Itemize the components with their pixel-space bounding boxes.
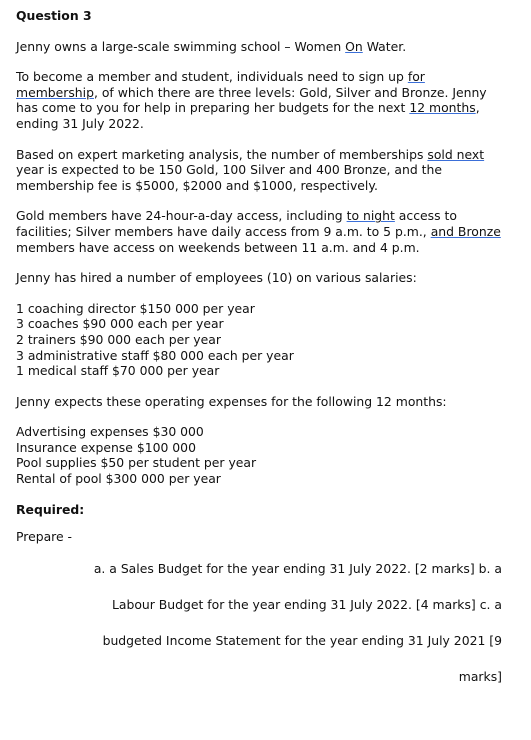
- requirement-line: a. a Sales Budget for the year ending 31 July 2022. [2 marks] b. a: [93, 560, 502, 576]
- employees-list: [16, 301, 502, 379]
- employee-item: 3 coaches $90 000 each per year: [16, 316, 224, 332]
- question-document: [16, 8, 502, 701]
- requirement-line: marks]: [458, 668, 502, 684]
- requirement-line: Labour Budget for the year ending 31 July 2022. [4 marks] c. a: [111, 596, 502, 612]
- question-title: Question 3: [16, 8, 92, 23]
- required-heading: Required:: [16, 501, 85, 517]
- employee-item: 3 administrative staff $80 000 each per year: [16, 347, 294, 363]
- requirement-line: budgeted Income Statement for the year ending 31 July 2021 [9: [102, 632, 502, 648]
- employee-item: 1 medical staff $70 000 per year: [16, 363, 220, 379]
- intro-paragraph: [16, 39, 502, 55]
- employees-intro: Jenny has hired a number of employees (10) on various salaries:: [16, 270, 417, 286]
- employee-item: 2 trainers $90 000 each per year: [16, 331, 221, 347]
- marketing-paragraph: Based on expert marketing analysis, the number of memberships sold next year is expected to be 150 Gold, 100 Silver and 400 Bronze, and the membership fee is $5000, $2000 and $1000, respectively.: [16, 146, 485, 193]
- expense-item: Insurance expense $100 000: [16, 439, 196, 455]
- intro-text: Jenny owns a large-scale swimming school – Women On Water.: [16, 38, 407, 54]
- expense-item: Advertising expenses $30 000: [16, 424, 204, 440]
- expense-item: Pool supplies $50 per student per year: [16, 455, 257, 471]
- membership-paragraph: To become a member and student, individuals need to sign up for membership, of which there are three levels: Gold, Silver and Bronze. Jenny has come to you for help in preparing her budgets for the next 12 months, ending 31 July 2022.: [16, 69, 487, 131]
- expense-item: Rental of pool $300 000 per year: [16, 471, 221, 487]
- prepare-label: Prepare -: [16, 529, 73, 545]
- expenses-list: [16, 424, 502, 486]
- expenses-intro: Jenny expects these operating expenses for the following 12 months:: [16, 393, 447, 409]
- access-paragraph: Gold members have 24-hour-a-day access, including to night access to facilities; Silver members have daily access from 9 a.m. to 5 p.m., and Bronze members have access on weekends between 11 a.m. and 4 p.m.: [16, 208, 501, 255]
- employee-item: 1 coaching director $150 000 per year: [16, 300, 255, 316]
